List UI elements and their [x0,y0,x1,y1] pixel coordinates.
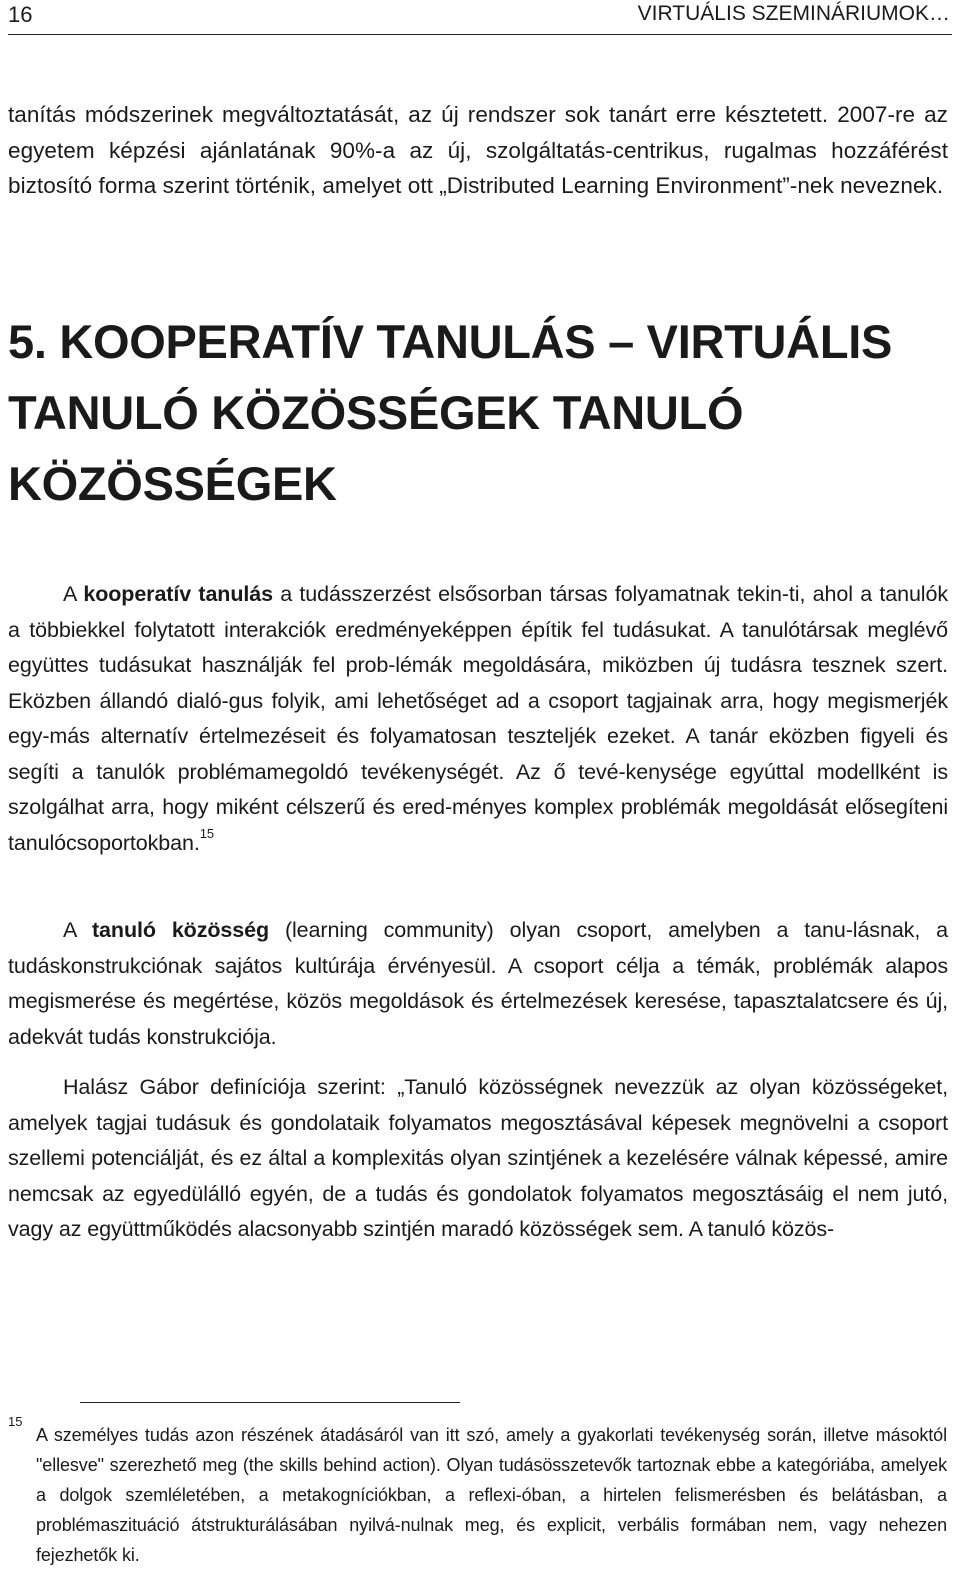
running-title: VIRTUÁLIS SZEMINÁRIUMOK… [637,2,950,25]
page-number: 16 [8,2,33,27]
term-cooperative-learning: kooperatív tanulás [83,582,273,606]
paragraph-lead: A [63,918,92,942]
footnote-divider [80,1402,460,1403]
paragraph-learning-community [8,913,948,1055]
running-header [8,0,952,35]
paragraph-body: (learning community) olyan csoport, amelyben a tanu-lásnak, a tudáskonstrukciónak sajátos kultúrája érvényesül. A csoport célja a témák, problémák alapos megismerése és megértése, közös megoldások és értelmezések keresése, tapasztalatcsere és új, adekvát tudás konstrukciója. [8,918,948,1049]
paragraph-body: a tudásszerzést elsősorban társas folyamatnak tekin-ti, ahol a tanulók a többiekkel folytatott interakciók eredményeképpen építik fel tudásukat. A tanulótársak meglévő együttes tudásukat használják fel prob-lémák megoldására, miközben új tudásra tesznek szert. Eközben állandó dialó-gus folyik, ami lehetőséget ad a csoport tagjainak arra, hogy megismerjék egy-más alternatív értelmezéseit és folyamatosan teszteljék ezeket. A tanár eközben figyeli és segíti a tanulók problémamegoldó tevékenységét. Az ő tevé-kenysége egyúttal modellként is szolgálhat arra, hogy miként célszerű és ered-ményes komplex problémák megoldását elősegíteni tanulócsoportokban. [8,582,948,855]
section-heading: 5. KOOPERATÍV TANULÁS – VIRTUÁLIS TANULÓ KÖZÖSSÉGEK TANULÓ KÖZÖSSÉGEK [8,315,893,510]
footnote-number: 15 [8,1414,23,1429]
footnote-text: A személyes tudás azon részének átadásáról van itt szó, amely a gyakorlati tevékenység során, illetve másoktól "ellesve" szerezhető meg (the skills behind action). Olyan tudásösszetevők tartoznak ebbe a kategóriába, amelyek a dolgok szemléletében, a metakogníciókban, a reflexi-óban, a hirtelen felismerésben és belátásban, a problémaszituáció átstrukturálásában nyilvá-nulnak meg, és explicit, verbális formában nem, vagy nehezen fejezhetők ki. [36,1425,947,1565]
paragraph-definition: Halász Gábor definíciója szerint: „Tanuló közösségnek nevezzük az olyan közösségeket, amelyek tagjai tudásuk és gondolataik folyamatos megosztásával képesek megnövelni a csoport szellemi potenciálját, és ez által a komplexitás olyan szintjének a kezelésére válnak képessé, amire nemcsak az egyedülálló egyén, de a tudás és gondolatok folyamatos megosztásáig el nem jutó, vagy az együttműködés alacsonyabb szintjén maradó közösségek sem. A tanuló közös- [8,1075,948,1241]
term-learning-community: tanuló közösség [92,918,270,942]
intro-paragraph: tanítás módszerinek megváltoztatását, az új rendszer sok tanárt erre késztetett. 2007-re az egyetem képzési ajánlatának 90%-a az új, szolgáltatás-centrikus, rugalmas hozzáférést biztosító forma szerint történik, amelyet ott „Distributed Learning Environment”-nek neveznek. [8,102,948,198]
paragraph-cooperative-learning [8,577,948,861]
footnote-reference[interactable]: 15 [199,826,215,842]
paragraph-lead: A [63,582,84,606]
